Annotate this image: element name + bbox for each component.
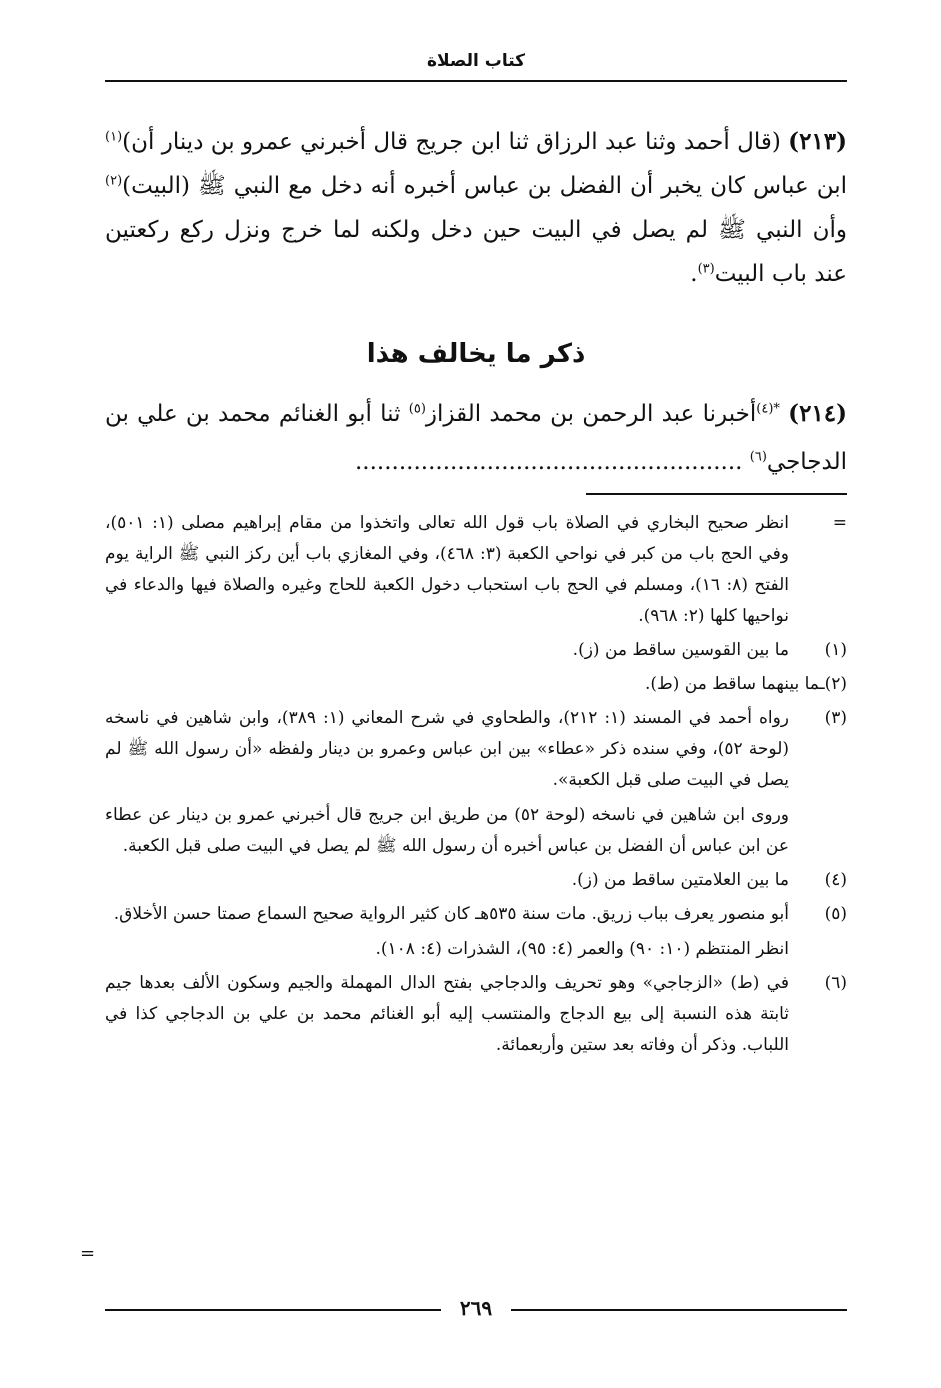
- footnote-5-mark: (٥): [824, 904, 847, 924]
- footnote-6: [105, 968, 847, 1061]
- hadith-214-text-2: ثنا أبو الغنائم محمد بن علي بن الدجاجي: [105, 401, 847, 475]
- footnote-4-mark: (٤): [824, 870, 847, 890]
- footnote-1-mark: (١): [824, 640, 847, 660]
- footer-rule-right: [511, 1309, 847, 1311]
- footnote-3-text-a: رواه أحمد في المسند (١: ٢١٢)، والطحاوي في شرح المعاني (١: ٣٨٩)، وابن شاهين في ناسخه (لوحة ٥٢)، وفي سنده ذكر «عطاء» بين ابن عباس وعمرو بن دينار ولفظه «أن رسول الله ﷺ لم يصل في البيت صلى قبل الكعبة».: [105, 708, 790, 790]
- hadith-214-star: *: [773, 401, 780, 417]
- footnote-2-text: (٢)ـما بينهما ساقط من (ط).: [645, 674, 847, 694]
- hadith-213-text-2: ابن عباس كان يخبر أن الفضل بن عباس أخبره أنه دخل مع النبي ﷺ (البيت): [122, 173, 847, 199]
- footnote-5-text-a: أبو منصور يعرف بباب زريق. مات سنة ٥٣٥هـ كان كثير الرواية صحيح السماع صمتا حسن الأخلاق.: [113, 904, 789, 924]
- footnote-4: [105, 865, 847, 896]
- footer-rule-left: [105, 1309, 441, 1311]
- running-title: كتاب الصلاة: [426, 51, 526, 71]
- footnote-5-text-b: انظر المنتظم (١٠: ٩٠) والعمر (٤: ٩٥)، الشذرات (٤: ١٠٨).: [375, 939, 789, 959]
- footnote-3-text-b: وروى ابن شاهين في ناسخه (لوحة ٥٢) من طريق ابن جريج قال أخبرني عمرو بن دينار عن عطاء عن ابن عباس أن الفضل بن عباس أخبره أن رسول الله ﷺ لم يصل في البيت صلى قبل الكعبة.: [105, 805, 790, 856]
- footnote-5: [105, 899, 847, 965]
- footnote-continuation: [105, 508, 847, 632]
- footnote-1: [105, 635, 847, 666]
- footnotes: [105, 508, 847, 1064]
- hadith-213-end: .: [690, 261, 698, 287]
- hadith-213-number: (٢١٣): [788, 128, 848, 155]
- footnote-ref-4[interactable]: (٤): [756, 401, 774, 417]
- footnote-ref-2[interactable]: (٢): [105, 173, 123, 189]
- hadith-214-number: (٢١٤): [788, 400, 848, 427]
- footnote-ref-1[interactable]: (١): [105, 129, 123, 145]
- hadith-213-text-1: (قال أحمد وثنا عبد الرزاق ثنا ابن جريج قال أخبرني عمرو بن دينار أن): [122, 129, 781, 155]
- page-number: ٢٦٩: [459, 1296, 493, 1320]
- header-rule: [105, 80, 847, 82]
- footnote-4-text: ما بين العلامتين ساقط من (ز).: [571, 870, 789, 890]
- hadith-213: [105, 120, 847, 296]
- hadith-213-text-3: وأن النبي ﷺ لم يصل في البيت حين دخل ولكنه لما خرج ونزل ركع ركعتين عند باب البيت: [105, 217, 847, 287]
- section-heading: ذكر ما يخالف هذا: [366, 339, 586, 369]
- footnote-3-mark: (٣): [824, 708, 847, 728]
- continuation-mark: =: [832, 513, 847, 533]
- footnote-ref-6[interactable]: (٦): [749, 449, 767, 465]
- footnote-ref-3[interactable]: (٣): [697, 261, 715, 277]
- footnote-6-text: في (ط) «الزجاجي» وهو تحريف والدجاجي بفتح الدال المهملة والجيم وسكون الألف بعدها جيم ثابتة هذه النسبة إلى بيع الدجاج والمنتسب إليه أبو الغنائم محمد بن علي بن الدجاجي كذا في اللباب. وذكر أن وفاته بعد ستين وأربعمائة.: [105, 973, 789, 1055]
- continues-next-page-mark: =: [80, 1243, 96, 1264]
- footnote-3: [105, 703, 847, 862]
- footnote-2: [105, 669, 847, 700]
- footnote-ref-5[interactable]: (٥): [408, 401, 426, 417]
- hadith-214: [105, 390, 847, 486]
- continuation-dots: .....................................................: [354, 449, 750, 475]
- hadith-214-text-1: أخبرنا عبد الرحمن بن محمد القزاز: [425, 401, 757, 427]
- footnote-separator: [586, 493, 847, 495]
- footnote-6-mark: (٦): [824, 973, 847, 993]
- footnote-continuation-text: انظر صحيح البخاري في الصلاة باب قول الله تعالى واتخذوا من مقام إبراهيم مصلى (١: ٥٠١)، وفي الحج باب من كبر في نواحي الكعبة (٣: ٤٦٨)، وفي المغازي باب أين ركز النبي ﷺ الراية يوم الفتح (٨: ١٦)، ومسلم في الحج باب استحباب دخول الكعبة للحاج وغيره والصلاة فيها والدعاء في نواحيها كلها (٢: ٩٦٨).: [105, 513, 789, 626]
- footnote-1-text: ما بين القوسين ساقط من (ز).: [572, 640, 789, 660]
